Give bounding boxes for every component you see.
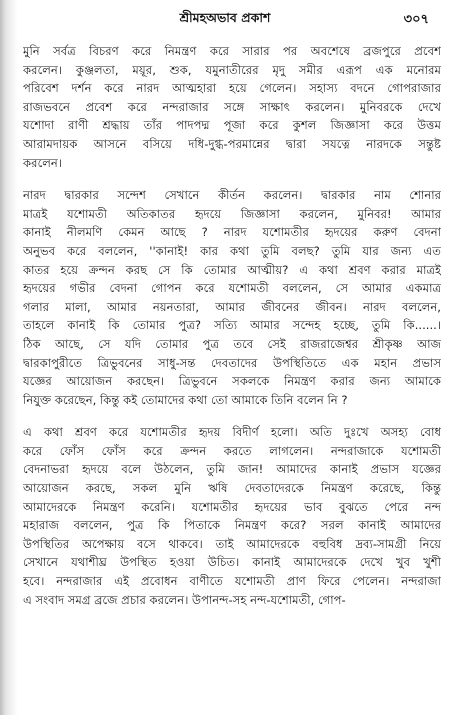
text-line: বেদনাভরা হৃদয়ে বলে উঠলেন, তুমি জান! আমাদের কানাই প্রভাস যজ্ঞের	[23, 462, 441, 477]
text-line: করলেন। কুঞ্জলতা, ময়ূর, শুক, যমুনাতীরের মৃদু সমীর এরূপ এক মনোরম	[23, 62, 441, 77]
text-line: নারদ দ্বারকার সন্দেশ সেখানে কীর্তন করলেন। দ্বারকার নাম শোনার	[23, 188, 441, 203]
text-line: হবে। নন্দরাজার এই প্রবোধন বাণীতে যশোমতী প্রাণ ফিরে পেলেন। নন্দরাজা	[23, 574, 441, 589]
page-header	[0, 10, 453, 40]
text-line: রাজভবনে প্রবেশ করে নন্দরাজার সঙ্গে সাক্ষাৎ করলেন। মুনিবরকে দেখে	[23, 99, 441, 114]
text-line: মহারাজ বললেন, পুত্র কি পিতাকে নিমন্ত্রণ করে? সরল কানাই আমাদের	[23, 518, 441, 533]
text-line: উপস্থিতির অপেক্ষায় বসে থাকবে। তাই আমাদেরকে বহুবিধ দ্রব্য-সামগ্রী নিয়ে	[23, 536, 441, 551]
page-number: ৩০৭	[403, 12, 429, 27]
text-line: আমাদেরকে নিমন্ত্রণ করেনি। যশোমতীর হৃদয়ের ভাব বুঝতে পেরে নন্দ	[23, 499, 441, 514]
text-line: এ সংবাদ সমগ্র ব্রজে প্রচার করলেন। উপানন্দ-সহ নন্দ-যশোমতী, গোপ-	[23, 592, 346, 607]
text-line: দ্বারকাপুরীতে ত্রিভুবনের সাধু-সন্ত দেবতাদের উপস্থিতিতে এক মহান প্রভাস	[23, 355, 441, 370]
text-line: নিযুক্ত করেছেন, কিন্তু কই তোমাদের কথা তো আমাকে তিনি বলেন নি ?	[23, 392, 348, 407]
paragraph	[23, 42, 441, 172]
text-line: মুনি সর্বত্র বিচরণ করে নিমন্ত্রণ করে সারার পর অবশেষে ব্রজপুরে প্রবেশ	[23, 44, 441, 58]
paragraph	[23, 423, 441, 609]
text-line: করলেন।	[23, 155, 63, 170]
running-title: শ্রীমহঅভাব প্রকাশ	[179, 10, 271, 25]
text-line: সেখানে যথাশীঘ্র উপস্থিত হওয়া উচিত। কানাই আমাদেরকে দেখে খুব খুশী	[23, 555, 441, 570]
text-line: কানাই নীলমণি কেমন আছে ? নারদ যশোমতীর হৃদয়ের করুণ বেদনা	[23, 225, 441, 240]
text-line: যজ্ঞের আয়োজন করছেন। ত্রিভুবনে সকলকে নিমন্ত্রণ করার জন্য আমাকে	[23, 374, 441, 389]
text-line: অনুভব করে বললেন, ''কানাই! কার কথা তুমি বলছ? তুমি যার জন্য এত	[23, 243, 441, 258]
text-line: পরিবেশ দর্শন করে নারদ আত্মহারা হয়ে গেলেন। সহাস্য বদনে গোপরাজার	[23, 81, 441, 96]
text-line: মাত্রই যশোমতী অতিকাতর হৃদয়ে জিজ্ঞাসা করলেন, মুনিবর! আমার	[23, 206, 441, 221]
text-line: কাতর হয়ে ক্রন্দন করছ সে কি তোমার আত্মীয়? এ কথা শ্রবণ করার মাত্রই	[23, 262, 441, 277]
text-line: করে ফোঁস ফোঁস করে ক্রন্দন করতে লাগলেন। নন্দরাজাকে যশোমতী	[23, 443, 441, 458]
text-line: তাহলে কানাই কি তোমার পুত্র? সত্যি আমার সন্দেহ হচ্ছে, তুমি কি......।	[23, 318, 441, 333]
text-line: হৃদয়ের গভীর বেদনা গোপন করে যশোমতী বললেন, সে আমার একমাত্র	[23, 281, 441, 296]
paragraph	[23, 186, 441, 409]
text-line: গলার মালা, আমার নয়নতারা, আমার জীবনের জীবন। নারদ বললেন,	[23, 299, 441, 314]
body-text	[23, 42, 441, 623]
text-line: যশোদা রাণী শ্রদ্ধায় তাঁর পাদপদ্ম পূজা করে কুশল জিজ্ঞাসা করে উত্তম	[23, 118, 441, 133]
text-line: এ কথা শ্রবণ করে যশোমতীর হৃদয় বিদীর্ণ হলো। অতি দুঃখে অসহ্য বোধ	[23, 425, 441, 440]
text-line: আয়োজন করছে, সকল মুনি ঋষি দেবতাদেরকে নিমন্ত্রণ করেছে, কিন্তু	[23, 481, 441, 496]
text-line: ঠিক আছে, সে যদি তোমার পুত্র তবে সেই রাজরাজেশ্বর শ্রীকৃষ্ণ আজ	[23, 336, 441, 351]
text-line: আরামদায়ক আসনে বসিয়ে দধি-দুগ্ধ-পরমান্নের দ্বারা সযত্নে নারদকে সন্তুষ্ট	[23, 136, 441, 151]
